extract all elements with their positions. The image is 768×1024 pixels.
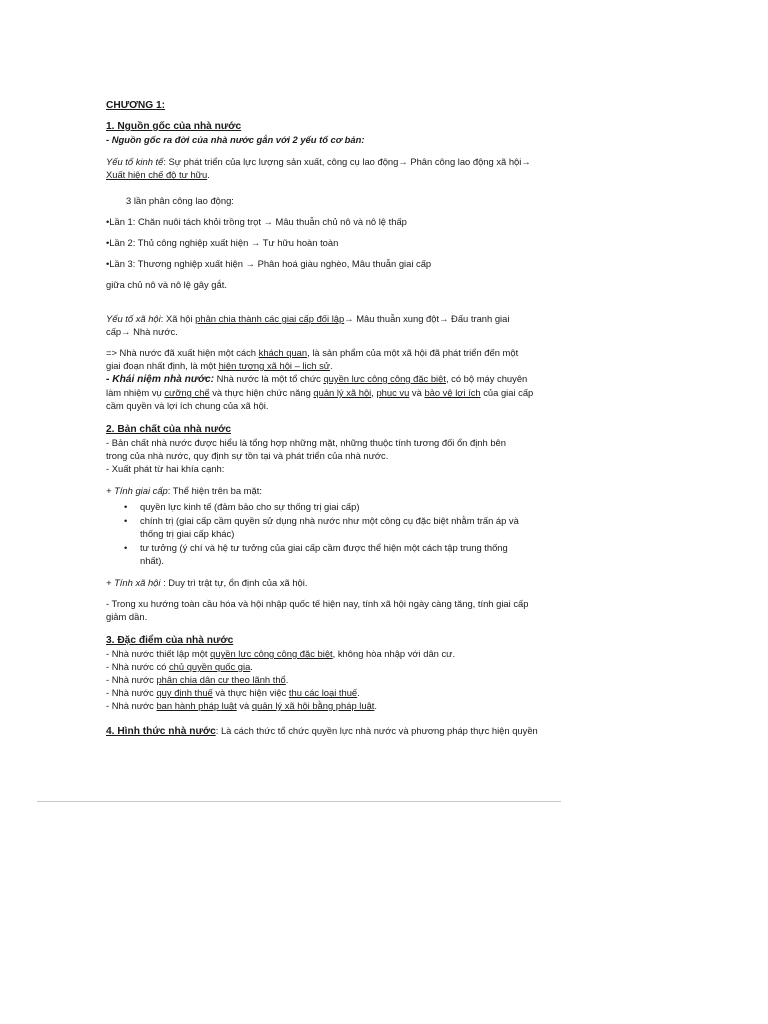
list-item-text: tư tưởng (ý chí và hệ tư tưởng của giai cấp cầm được thể hiện một cách tập trung thống	[140, 542, 508, 553]
text: - Nhà nước thiết lập một	[106, 648, 211, 659]
text: - Nhà nước	[106, 674, 157, 685]
list-item-text: chính trị (giai cấp cầm quyền sử dụng nhà nước như một công cụ đặc biệt nhằm trấn áp và	[140, 515, 519, 526]
state-definition-end: cầm quyền và lợi ích chung của xã hội.	[106, 400, 269, 411]
bullet-icon: •	[124, 542, 128, 553]
text-underlined: cưỡng chế	[164, 387, 210, 398]
text-underlined: phục vụ	[376, 387, 410, 398]
private-ownership-text: Xuất hiện chế độ tư hữu	[106, 169, 208, 180]
list-item-text: nhất).	[140, 555, 164, 566]
document-page	[106, 99, 554, 738]
division-intro: 3 lần phân công lao động:	[126, 195, 234, 206]
essence-p2: - Xuất phát từ hai khía cạnh:	[106, 463, 225, 474]
conclusion-cont	[106, 359, 554, 372]
bullet-icon: •	[124, 501, 128, 512]
class-nature-label: + Tính giai cấp	[106, 485, 168, 496]
essence-p1: - Bản chất nhà nước được hiểu là tổng hợp những mặt, những thuộc tính tương đối ổn định bên	[106, 437, 506, 448]
feature-2	[106, 660, 554, 673]
text: làm nhiệm vụ	[106, 387, 165, 398]
text: - Nhà nước	[106, 687, 157, 698]
text: .	[330, 360, 333, 371]
state-definition-cont	[106, 386, 554, 399]
social-factor-label: Yếu tố xã hội	[106, 313, 161, 324]
text-underlined: chủ quyền quốc gia	[168, 661, 251, 672]
list-item-text: thống trị giai cấp khác)	[140, 528, 235, 539]
text-underlined: quản lý xã hội	[313, 387, 372, 398]
social-factor	[106, 312, 554, 325]
text: : Xã hội	[160, 313, 196, 324]
text-underlined: quản lý xã hội bằng pháp luật	[251, 700, 375, 711]
text-underlined: quy định thuế	[156, 687, 213, 698]
text: - Nhà nước có	[106, 661, 169, 672]
text: và	[236, 700, 252, 711]
class-nature-list	[106, 500, 554, 567]
text-underlined: thu các loại thuế	[288, 687, 358, 698]
text: : Thể hiện trên ba mặt:	[167, 485, 262, 496]
social-nature	[106, 576, 554, 589]
text-underlined: hiện tượng xã hội – lịch sử	[218, 360, 331, 371]
text: giai đoạn nhất định, là một	[106, 360, 219, 371]
text: .	[250, 661, 253, 672]
text: của giai cấp	[480, 387, 534, 398]
section2-heading: 2. Bản chất của nhà nước	[106, 424, 232, 435]
section3-heading: 3. Đặc điểm của nhà nước	[106, 635, 234, 646]
text: ,	[371, 387, 377, 398]
text: , không hòa nhập với dân cư.	[332, 648, 456, 659]
text: → Mâu thuẫn xung đột→ Đấu tranh giai	[344, 313, 510, 324]
text: và thực hiện chức năng	[209, 387, 314, 398]
text: => Nhà nước đã xuất hiện một cách	[106, 347, 259, 358]
section4-heading: 4. Hình thức nhà nước	[106, 726, 216, 737]
feature-3	[106, 673, 554, 686]
feature-4	[106, 686, 554, 699]
text: Nhà nước là một tổ chức	[214, 373, 324, 384]
economic-factor-label: Yếu tố kinh tế	[106, 156, 164, 167]
trend-text-cont: giảm dần.	[106, 611, 148, 622]
text-underlined: quyền lực công công đặc biệt	[210, 648, 333, 659]
text: , là sản phẩm của một xã hội đã phát triển đến một	[307, 347, 519, 358]
bullet-icon: •	[124, 515, 128, 526]
text: : Duy trì trật tự, ổn định của xã hội.	[160, 577, 308, 588]
social-nature-label: + Tính xã hội	[106, 577, 161, 588]
section1-heading: 1. Nguồn gốc của nhà nước	[106, 121, 242, 132]
definition-label: - Khái niệm nhà nước:	[106, 374, 215, 385]
list-item-text: quyền lực kinh tế (đảm bảo cho sự thống trị giai cấp)	[140, 501, 360, 512]
division-2: •Lần 2: Thủ công nghiệp xuất hiện → Tư hữu hoàn toàn	[106, 237, 339, 248]
text: và thực hiện việc	[212, 687, 289, 698]
division-3: •Lần 3: Thương nghiệp xuất hiện → Phân hoá giàu nghèo, Mâu thuẫn giai cấp	[106, 258, 432, 269]
social-factor-cont: cấp→ Nhà nước.	[106, 326, 178, 337]
division-1: •Lần 1: Chăn nuôi tách khỏi trồng trọt → Mâu thuẫn chủ nô và nô lệ thấp	[106, 216, 407, 227]
text-underlined: phân chia thành các giai cấp đối lập	[195, 313, 345, 324]
text: và	[409, 387, 425, 398]
feature-5	[106, 699, 554, 712]
text: .	[374, 700, 377, 711]
trend-text: - Trong xu hướng toàn cầu hóa và hội nhập quốc tế hiện nay, tính xã hội ngày càng tăng, tính giai cấp	[106, 598, 529, 609]
conclusion	[106, 346, 554, 359]
essence-p1-cont: trong của nhà nước, quy định sự tồn tại và phát triển của nhà nước.	[106, 450, 389, 461]
section4	[106, 724, 554, 738]
text-underlined: ban hành pháp luật	[156, 700, 237, 711]
list-item	[122, 514, 554, 540]
text: - Nhà nước	[106, 700, 157, 711]
list-item	[122, 500, 554, 513]
economic-factor	[106, 155, 554, 168]
division-3-cont: giữa chủ nô và nô lệ gây gắt.	[106, 279, 227, 290]
text: : Là cách thức tổ chức quyền lực nhà nước và phương pháp thực hiện quyền	[215, 725, 538, 736]
feature-1	[106, 647, 554, 660]
state-definition	[106, 372, 554, 386]
text: .	[285, 674, 289, 685]
economic-factor-text: : Sự phát triển của lực lượng sản xuất, công cụ lao động→ Phân công lao động xã hội→	[163, 156, 531, 167]
list-item	[122, 541, 554, 567]
section1-subheading: - Nguồn gốc ra đời của nhà nước gắn với 2 yếu tố cơ bản:	[106, 134, 365, 145]
text-underlined: phân chia dân cư theo lãnh thổ	[156, 674, 286, 685]
page-divider	[37, 801, 561, 802]
text: .	[357, 687, 360, 698]
text-underlined: quyền lực công công đặc biệt	[323, 373, 446, 384]
economic-factor-cont	[106, 168, 554, 181]
text-underlined: bảo vệ lợi ích	[424, 387, 481, 398]
text-underlined: khách quan	[258, 347, 308, 358]
text: , có bộ máy chuyên	[445, 373, 528, 384]
chapter-title: CHƯƠNG 1:	[106, 100, 166, 111]
period: .	[207, 169, 210, 180]
class-nature	[106, 484, 554, 497]
